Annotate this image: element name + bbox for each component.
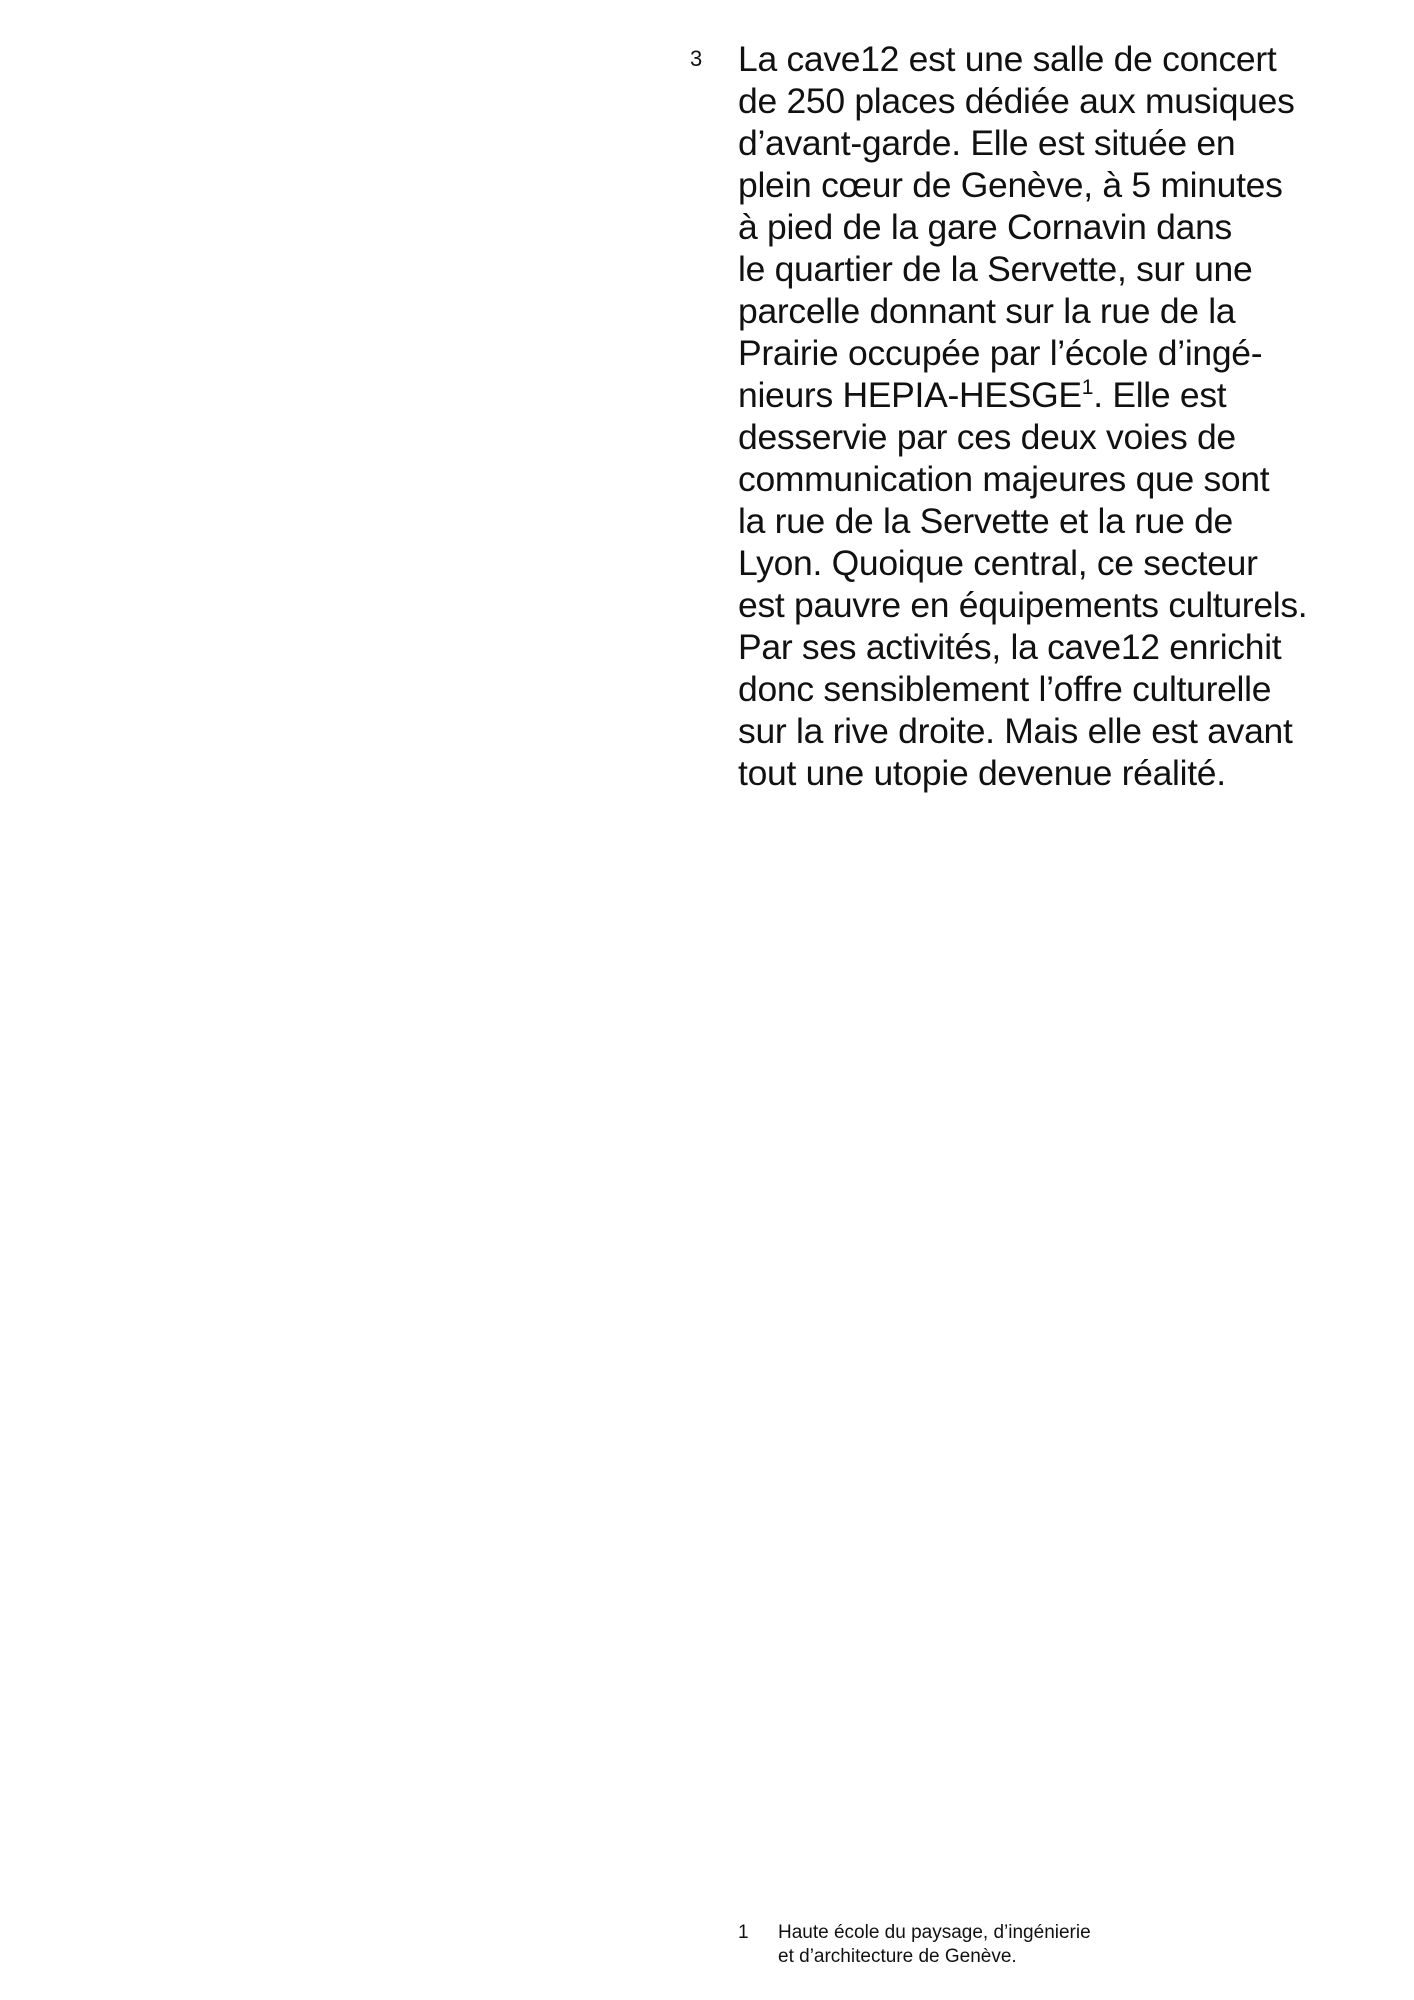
body-line xyxy=(738,374,1398,416)
body-line: donc sensiblement l’offre culturelle xyxy=(738,669,1272,709)
footnote-line: et d’architecture de Genève. xyxy=(778,1946,1017,1967)
footnote-number: 1 xyxy=(738,1922,749,1943)
body-line: le quartier de la Servette, sur une xyxy=(738,249,1253,289)
body-line: est pauvre en équipements culturels. xyxy=(738,585,1308,625)
body-line: desservie par ces deux voies de xyxy=(738,417,1236,457)
body-line: Lyon. Quoique central, ce secteur xyxy=(738,543,1258,583)
body-line: tout une utopie devenue réalité. xyxy=(738,753,1226,793)
body-line: plein cœur de Genève, à 5 minutes xyxy=(738,165,1283,205)
footnote-reference: 1 xyxy=(1081,376,1094,399)
footnote-line: Haute école du paysage, d’ingénierie xyxy=(778,1922,1091,1943)
body-line: la rue de la Servette et la rue de xyxy=(738,501,1233,541)
body-line-text: . Elle est xyxy=(1093,375,1227,415)
footnote-text xyxy=(778,1921,1278,1969)
body-line: communication majeures que sont xyxy=(738,459,1270,499)
body-line: La cave12 est une salle de concert xyxy=(738,39,1277,79)
body-line: parcelle donnant sur la rue de la xyxy=(738,291,1236,331)
page-number: 3 xyxy=(690,46,703,71)
body-line: sur la rive droite. Mais elle est avant xyxy=(738,711,1293,751)
body-paragraph xyxy=(738,38,1398,794)
body-line: de 250 places dédiée aux musiques xyxy=(738,81,1295,121)
body-line: d’avant-garde. Elle est située en xyxy=(738,123,1236,163)
body-line-text: nieurs HEPIA-HESGE xyxy=(738,375,1082,415)
body-line: Par ses activités, la cave12 enrichit xyxy=(738,627,1282,667)
body-line: à pied de la gare Cornavin dans xyxy=(738,207,1232,247)
body-line: Prairie occupée par l’école d’ingé- xyxy=(738,333,1263,373)
